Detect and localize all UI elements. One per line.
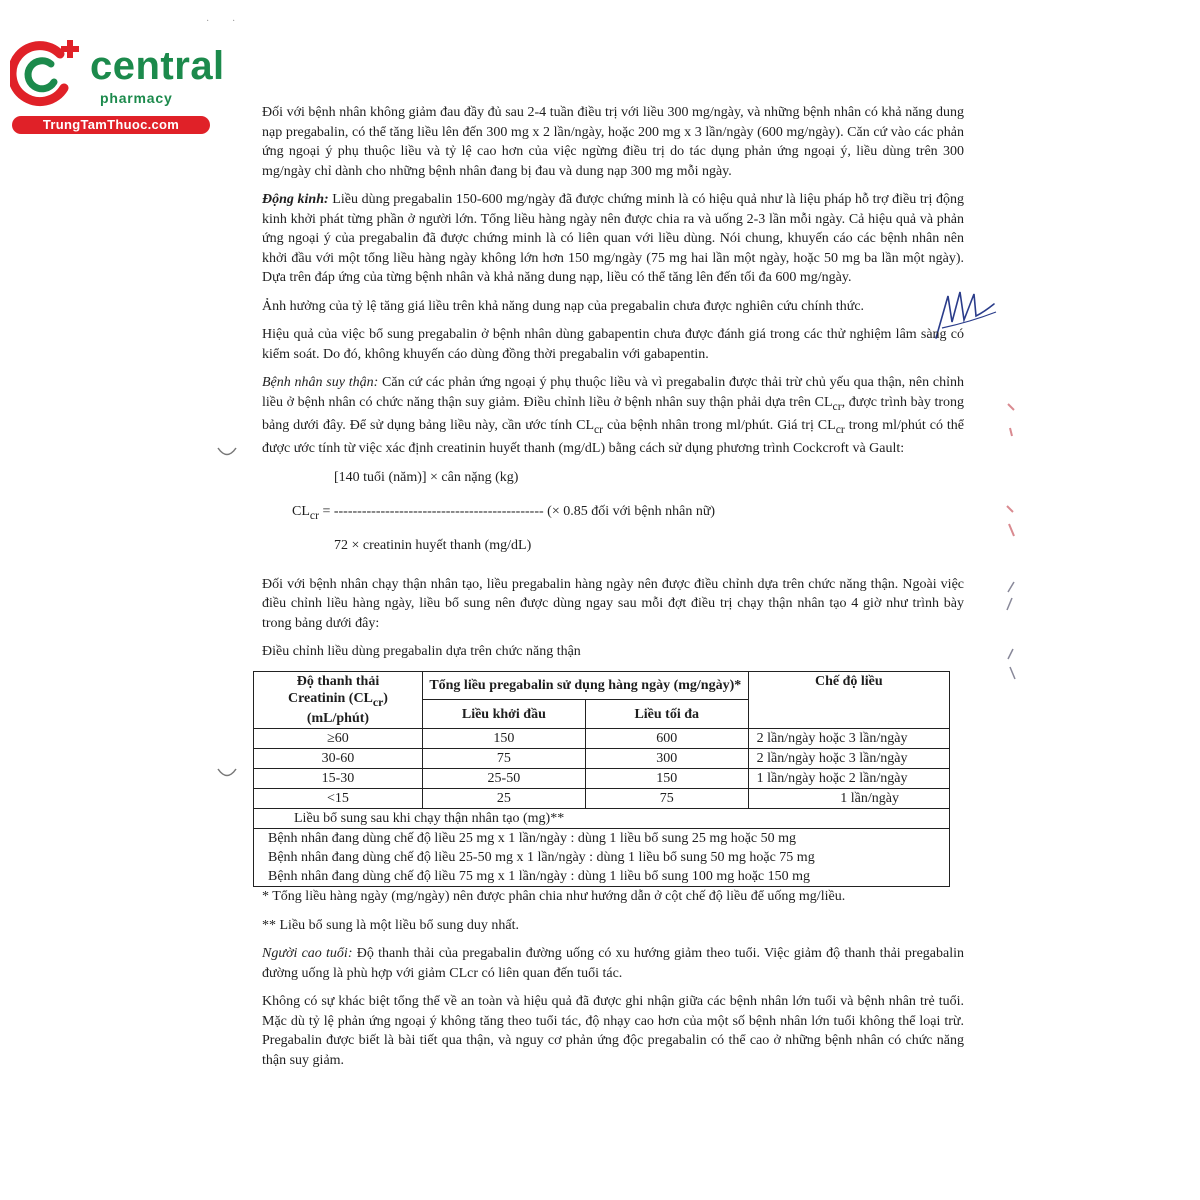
- central-pharmacy-logo[interactable]: [10, 38, 225, 138]
- cell-regimen: 2 lần/ngày hoặc 3 lần/ngày: [748, 749, 949, 769]
- scan-speck: ·: [232, 16, 236, 27]
- renal-text-b: , được trình bày trong bảng dưới đây. Để sử dụng bảng liều này, cần ước tính CL: [262, 394, 964, 433]
- supplement-title: Liều bổ sung sau khi chạy thận nhân tạo (mg)**: [254, 809, 950, 829]
- renal-sub: cr: [832, 399, 842, 413]
- paragraph-gabapentin: Hiệu quả của việc bổ sung pregabalin ở bệnh nhân dùng gabapentin chưa được đánh giá trong các thử nghiệm lâm sàng có kiểm soát. Do đó, không khuyến cáo dùng đồng thời pregabalin với gabapentin.: [262, 327, 964, 362]
- cell-max: 600: [585, 729, 748, 749]
- logo-subtitle: pharmacy: [100, 90, 173, 106]
- supplement-row: [254, 848, 950, 867]
- cockcroft-gault-formula: [262, 468, 964, 563]
- cell-clcr: ≥60: [254, 729, 423, 749]
- table-header-row: [254, 671, 950, 700]
- formula-equals: =: [318, 503, 334, 519]
- header-clcr-line2: Creatinin (CL: [287, 690, 373, 706]
- cell-regimen: 1 lần/ngày hoặc 2 lần/ngày: [748, 769, 949, 789]
- supplement-text: Bệnh nhân đang dùng chế độ liều 75 mg x 1 lần/ngày : dùng 1 liều bổ sung 100 mg hoặc 150 mg: [254, 867, 950, 887]
- epilepsy-heading: Động kinh:: [262, 192, 329, 207]
- cell-regimen: 1 lần/ngày: [748, 789, 949, 809]
- header-clcr-line1: Độ thanh thải: [296, 673, 380, 689]
- renal-text-a: Căn cứ các phản ứng ngoại ý phụ thuộc liều và vì pregabalin được thải trừ chủ yếu qua thận, nên chỉnh liều ở bệnh nhân có chức năng thận suy giảm. Điều chỉnh liều ở bệnh nhân suy thận phải dựa trên CL: [262, 375, 965, 410]
- elderly-heading: Người cao tuổi:: [262, 946, 353, 962]
- paragraph-titration: Ảnh hưởng của tỷ lệ tăng giá liều trên khả năng dung nạp của pregabalin chưa được nghiên cứu chính thức.: [262, 298, 865, 314]
- supplement-row: [254, 829, 950, 849]
- paragraph-elderly: [262, 944, 964, 983]
- margin-stamp-mark: [1004, 400, 1018, 440]
- supplement-row: [254, 867, 950, 887]
- cell-clcr: 30-60: [254, 749, 423, 769]
- renal-dose-table: [253, 671, 950, 888]
- margin-stamp-mark: [1004, 645, 1018, 685]
- paragraph-renal: [262, 373, 964, 459]
- cell-clcr: 15-30: [254, 769, 423, 789]
- cell-max: 150: [585, 769, 748, 789]
- margin-stamp-mark: [1004, 580, 1018, 620]
- formula-numerator: [140 tuổi (năm)] × cân nặng (kg): [334, 469, 519, 485]
- formula-line: [292, 502, 715, 525]
- supplement-text: Bệnh nhân đang dùng chế độ liều 25 mg x 1 lần/ngày : dùng 1 liều bổ sung 25 mg hoặc 50 mg: [254, 829, 950, 849]
- renal-text-c: của bệnh nhân trong ml/phút. Giá trị CL: [603, 417, 836, 433]
- renal-sub: cr: [594, 422, 604, 436]
- header-total-dose: Tổng liều pregabalin sử dụng hàng ngày (mg/ngày)*: [422, 671, 748, 700]
- paragraph-dialysis: Đối với bệnh nhân chạy thận nhân tạo, liều pregabalin hàng ngày nên được điều chỉnh dựa trên chức năng thận. Ngoài việc điều chỉnh liều hàng ngày, liều bổ sung nên được dùng ngay sau mỗi đợt điều trị chạy thận nhân tạo 4 giờ như trình bày trong bảng dưới đây:: [262, 576, 964, 631]
- paragraph-epilepsy: [262, 190, 964, 288]
- header-start-dose: Liều khởi đầu: [422, 700, 585, 729]
- logo-name: central: [90, 44, 225, 88]
- table-row: [254, 789, 950, 809]
- renal-heading: Bệnh nhân suy thận:: [262, 375, 379, 390]
- paragraph-safety-elderly: Không có sự khác biệt tổng thể về an toàn và hiệu quả đã được ghi nhận giữa các bệnh nhân lớn tuổi và bệnh nhân trẻ tuổi. Mặc dù tỷ lệ phản ứng ngoại ý không tăng theo tuổi tác, độ nhạy cao hơn của một số bệnh nhân lớn tuổi không thể loại trừ. Pregabalin được biết là bài tiết qua thận, và nguy cơ phản ứng độc pregabalin có thể cao ở những bệnh nhân có chức năng thận suy giảm.: [262, 994, 964, 1068]
- header-clcr-unit: (mL/phút): [306, 711, 370, 727]
- header-regimen: Chế độ liều: [748, 671, 949, 729]
- cell-clcr: <15: [254, 789, 423, 809]
- formula-female-factor: (× 0.85 đối với bệnh nhân nữ): [543, 503, 716, 519]
- header-clcr-close: ): [383, 690, 388, 706]
- logo-website[interactable]: TrungTamThuoc.com: [12, 116, 210, 134]
- footnote-supplement: ** Liều bổ sung là một liều bổ sung duy nhất.: [262, 917, 520, 933]
- header-max-dose: Liều tối đa: [585, 700, 748, 729]
- formula-denominator: 72 × creatinin huyết thanh (mg/dL): [334, 537, 532, 553]
- supplement-title-row: [254, 809, 950, 829]
- supplement-text: Bệnh nhân đang dùng chế độ liều 25-50 mg x 1 lần/ngày : dùng 1 liều bổ sung 50 mg hoặc 75 mg: [254, 848, 950, 867]
- margin-stamp-mark: [1004, 500, 1018, 540]
- formula-fraction-bar: ---------------------------------------------: [333, 503, 544, 519]
- formula-lhs: CL: [292, 503, 310, 519]
- paragraph-dose-increase: Đối với bệnh nhân không giảm đau đầy đủ sau 2-4 tuần điều trị với liều 300 mg/ngày, và những bệnh nhân có khả năng dung nạp pregabalin, có thể tăng liều lên đến 300 mg x 2 lần/ngày, hoặc 200 mg x 3 lần/ngày (600 mg/ngày). Căn cứ vào các phản ứng ngoại ý phụ thuộc liều và tỷ lệ cao hơn của việc ngừng điều trị do tác dụng phản ứng ngoại ý, liều dùng trên 300 mg/ngày chỉ dành cho những bệnh nhân đang bị đau và dung nạp 300 mg mỗi ngày.: [262, 105, 964, 179]
- footnote-daily-dose: * Tổng liều hàng ngày (mg/ngày) nên được phân chia như hướng dẫn ở cột chế độ liều để uống mg/liều.: [262, 889, 846, 905]
- cell-start: 25-50: [422, 769, 585, 789]
- table-caption: Điều chỉnh liều dùng pregabalin dựa trên chức năng thận: [262, 644, 581, 660]
- table-row: [254, 729, 950, 749]
- pharmacy-cross-icon: [10, 38, 90, 108]
- header-clcr-sub: cr: [372, 695, 384, 709]
- epilepsy-text: Liều dùng pregabalin 150-600 mg/ngày đã được chứng minh là có hiệu quả như là liệu pháp hỗ trợ điều trị động kinh khởi phát từng phần ở người lớn. Tổng liều hàng ngày nên được chia ra và uống 2-3 lần mỗi ngày. Cả hiệu quả và phản ứng ngoại ý của pregabalin đã được chứng minh là có liên quan với liều dùng. Nói chung, khuyến cáo các bệnh nhân nên khởi đầu với một tổng liều hàng ngày không lớn hơn 150 mg/ngày (75 mg hai lần một ngày, hoặc 50 mg ba lần một ngày). Dựa trên đáp ứng của từng bệnh nhân và khả năng dung nạp, liều có thể tăng lên đến tối đa 600 mg/ngày.: [262, 192, 964, 285]
- punch-hole-mark: [216, 445, 238, 459]
- document-body: [262, 103, 964, 1079]
- header-clcr: [254, 671, 423, 729]
- cell-start: 75: [422, 749, 585, 769]
- renal-text-d: trong ml/phút có thể được ước tính từ việc xác định creatinin huyết thanh (mg/dL) bằng cách sử dụng phương trình Cockcroft và Gault:: [262, 417, 965, 457]
- table-row: [254, 769, 950, 789]
- cell-max: 300: [585, 749, 748, 769]
- scan-speck: ·: [206, 16, 210, 27]
- cell-start: 25: [422, 789, 585, 809]
- punch-hole-mark: [216, 766, 238, 780]
- cell-max: 75: [585, 789, 748, 809]
- cell-start: 150: [422, 729, 585, 749]
- table-row: [254, 749, 950, 769]
- renal-sub: cr: [835, 422, 845, 436]
- cell-regimen: 2 lần/ngày hoặc 3 lần/ngày: [748, 729, 949, 749]
- elderly-text: Độ thanh thải của pregabalin đường uống có xu hướng giảm theo tuổi. Việc giảm độ thanh thải pregabalin đường uống là phù hợp với giảm CLcr có liên quan đến tuổi tác.: [262, 946, 965, 981]
- formula-lhs-sub: cr: [309, 508, 319, 522]
